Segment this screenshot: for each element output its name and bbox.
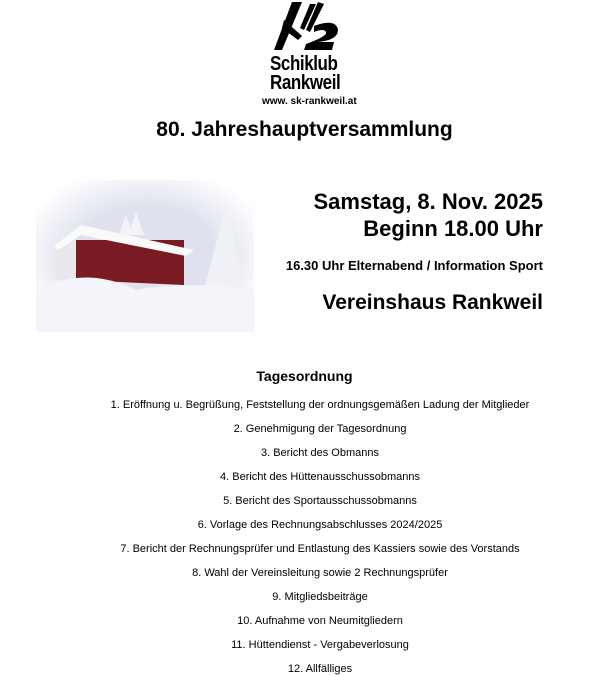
agenda-heading: Tagesordnung — [256, 368, 353, 384]
event-venue: Vereinshaus Rankweil — [322, 291, 543, 314]
agenda-item: 2. Genehmigung der Tagesordnung — [233, 423, 407, 435]
page-title: 80. Jahreshauptversammlung — [156, 118, 453, 141]
club-url[interactable]: www. sk-rankweil.at — [262, 96, 357, 107]
club-name — [270, 55, 340, 93]
agenda-item: 4. Bericht des Hüttenausschussobmanns — [220, 471, 420, 483]
event-start: Beginn 18.00 Uhr — [363, 216, 543, 241]
agenda-item: 7. Bericht der Rechnungsprüfer und Entlastung des Kassiers sowie des Vorstands — [120, 543, 520, 555]
event-date-block — [314, 188, 544, 242]
agenda-list — [0, 398, 609, 675]
agenda-item: 10. Aufnahme von Neumitgliedern — [237, 615, 403, 627]
event-date: Samstag, 8. Nov. 2025 — [313, 189, 543, 214]
agenda-item: 12. Allfälliges — [287, 663, 353, 675]
agenda-item: 9. Mitgliedsbeiträge — [272, 591, 368, 603]
agenda-item: 1. Eröffnung u. Begrüßung, Feststellung der ordnungsgemäßen Ladung der Mitglieder — [110, 399, 530, 411]
club-name-line2: Rankweil — [270, 72, 341, 94]
club-logo — [262, 0, 362, 55]
agenda-item: 3. Bericht des Obmanns — [260, 447, 379, 459]
agenda-item: 5. Bericht des Sportausschussobmanns — [223, 495, 417, 507]
pre-event: 16.30 Uhr Elternabend / Information Sport — [285, 258, 543, 273]
agenda-item: 8. Wahl der Vereinsleitung sowie 2 Rechnungsprüfer — [192, 567, 448, 579]
club-name-line1: Schiklub — [270, 53, 338, 75]
agenda-item: 11. Hüttendienst - Vergabeverlosung — [231, 639, 409, 651]
skier-logo-icon — [274, 0, 344, 55]
snowy-hut-photo — [36, 180, 254, 332]
agenda-item: 6. Vorlage des Rechnungsabschlusses 2024/2025 — [197, 519, 443, 531]
